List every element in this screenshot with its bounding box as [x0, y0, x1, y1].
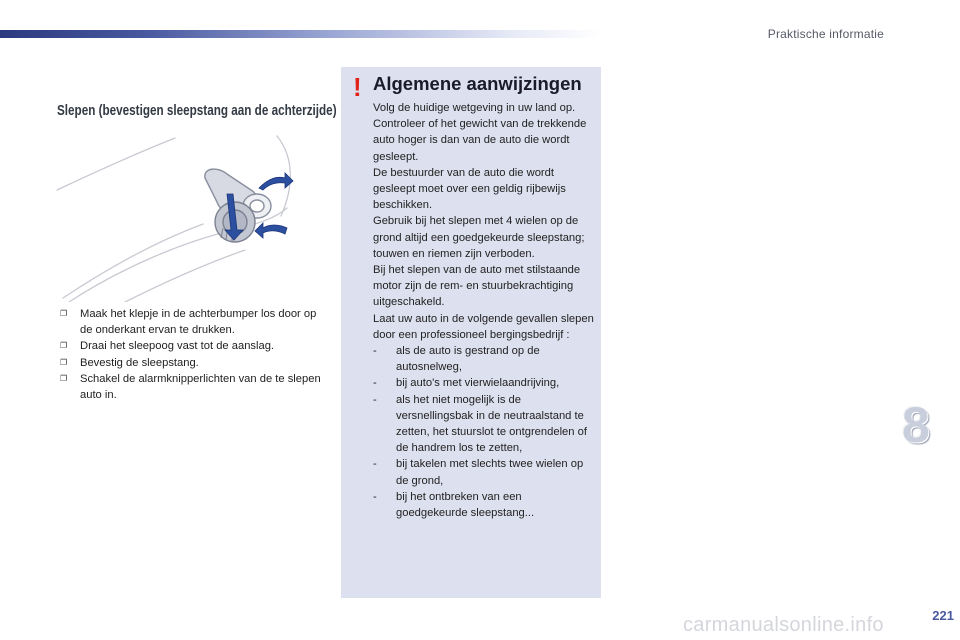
checkbox-bullet-icon: ❐ — [60, 309, 68, 318]
paragraph: Bij het slepen van de auto met stilstaande motor zijn de rem- en stuurbekrachtiging uitgeschakeld. — [373, 264, 581, 309]
checkbox-bullet-icon: ❐ — [60, 373, 68, 383]
watermark: carmanualsonline.info — [683, 614, 884, 636]
towing-heading: Slepen (bevestigen sleepstang aan de achterzijde) — [57, 102, 337, 119]
header-gradient-bar — [0, 30, 600, 38]
paragraph: De bestuurder van de auto die wordt gesleept moet over een geldig rijbewijs beschikken. — [373, 166, 566, 212]
paragraph: Laat uw auto in de volgende gevallen slepen door een professioneel bergingsbedrijf : — [373, 312, 594, 341]
instruction-steps — [60, 306, 322, 403]
step-item: ❐ Schakel de alarmknipperlichten van de te slepen auto in. — [60, 372, 321, 402]
paragraph: Controleer of het gewicht van de trekkende auto hoger is dan van de auto die wordt gesleept. — [373, 118, 587, 163]
cases-list — [373, 343, 595, 521]
checkbox-bullet-icon: ❐ — [60, 341, 68, 351]
section-title: Praktische informatie — [767, 27, 884, 41]
chapter-number: 8 — [902, 397, 930, 453]
case-item: - bij het ontbreken van een goedgekeurde sleepstang... — [373, 490, 535, 520]
paragraph: Gebruik bij het slepen met 4 wielen op de grond altijd een goedgekeurde sleepstang; touwen en riemen zijn verboden. — [373, 215, 585, 260]
case-item: - bij auto's met vierwielaandrijving, — [373, 377, 560, 390]
step-item: ❐ Bevestig de sleepstang. — [60, 356, 199, 369]
general-guidelines-panel — [341, 67, 601, 598]
step-item: ❐ Maak het klepje in de achterbumper los door op de onderkant ervan te drukken. — [60, 308, 317, 337]
checkbox-bullet-icon: ❐ — [60, 357, 68, 367]
case-item: - bij takelen met slechts twee wielen op de grond, — [373, 458, 584, 487]
panel-body — [373, 100, 595, 521]
page-number: 221 — [932, 608, 954, 623]
warning-icon: ! — [353, 72, 362, 102]
case-item: - als het niet mogelijk is de versnellingsbak in de neutraalstand te zetten, het stuurslot te ontgrendelen of de handrem los te zetten, — [373, 393, 587, 455]
towing-eye-illustration — [55, 132, 323, 302]
step-item: ❐ Draai het sleepoog vast tot de aanslag. — [60, 340, 275, 353]
case-item: - als de auto is gestrand op de autosnelweg, — [373, 345, 540, 374]
paragraph: Volg de huidige wetgeving in uw land op. — [373, 102, 576, 114]
panel-title: Algemene aanwijzingen — [373, 73, 582, 94]
